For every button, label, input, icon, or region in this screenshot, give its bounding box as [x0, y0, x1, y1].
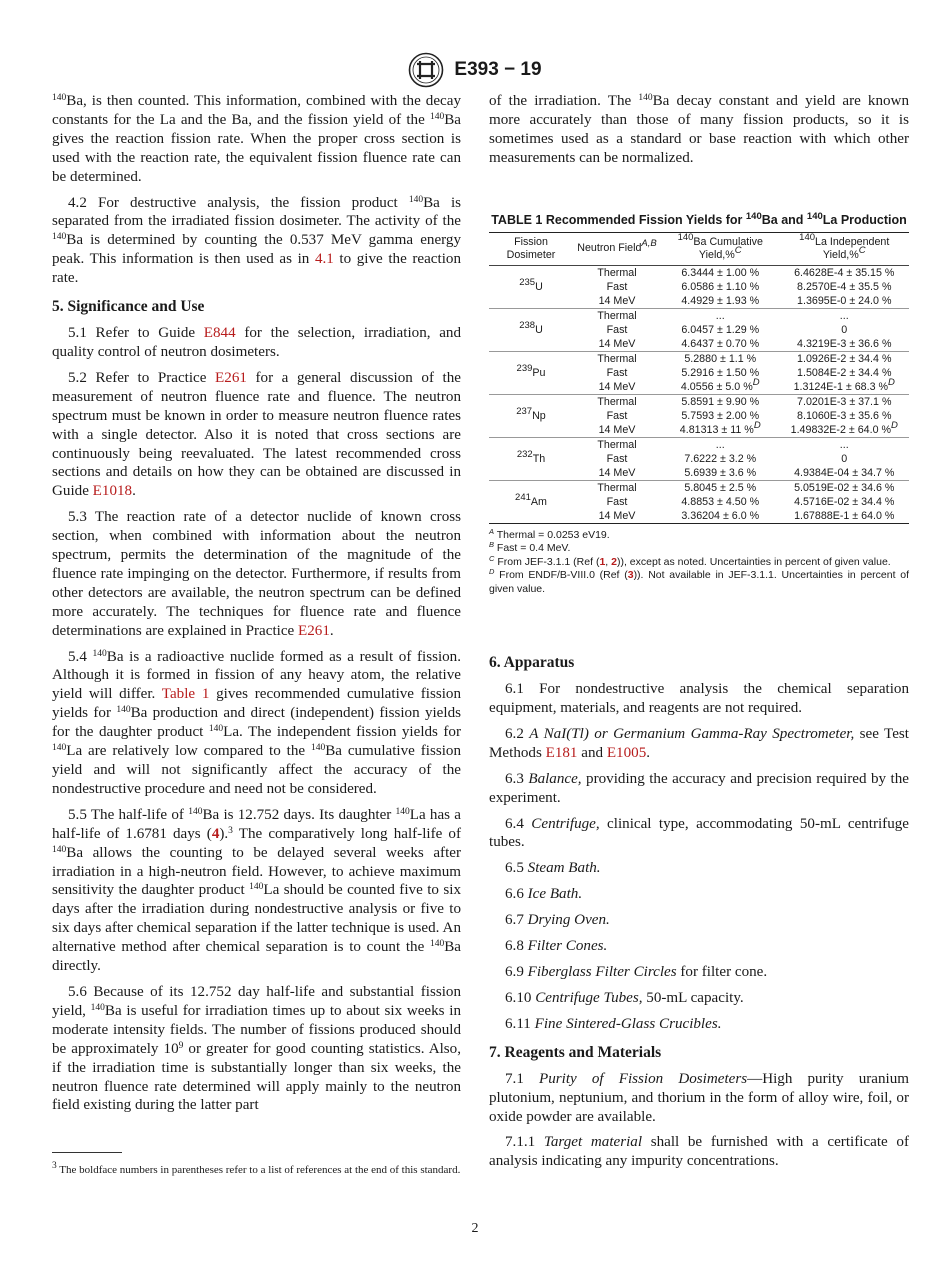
paragraph-5-4: 5.4 $^{140}$Ba is a radioactive nuclide formed as a result of fission. Although it is formed in fission of any heavy atom, the relative yield will differ. Table 1 gives recommended cumulative fission yields for $^{140}$Ba production and direct (independent) fission yields for the daughter product $^{140}$La. The independent fission yields for $^{140}$La are relatively low compared to the $^{140}$Ba cumulative fission yield and will not significantly affect the accuracy of the nondestructive procedure and need not be considered.: [52, 648, 462, 797]
ba-yield-cell: 4.8853 ± 4.50 %: [681, 495, 760, 508]
table-row: [489, 480, 909, 495]
paragraph-6-8: 6.8 Filter Cones.: [505, 938, 608, 955]
dosimeter-cell: $^{241}$Am: [515, 491, 547, 508]
table-footnotes: [489, 526, 909, 597]
table-row: [489, 351, 909, 366]
la-yield-cell: 0: [841, 452, 848, 465]
link-table-1[interactable]: Table 1: [161, 686, 210, 703]
neutron-field-cell: 14 MeV: [598, 466, 636, 479]
neutron-field-cell: Thermal: [597, 395, 637, 408]
neutron-field-cell: Thermal: [597, 266, 637, 279]
la-yield-cell: 1.0926E-2 ± 34.4 %: [797, 352, 892, 365]
paragraph-6-4: 6.4 Centrifuge, clinical type, accommodating 50-mL centrifuge tubes.: [489, 815, 910, 851]
paragraph-6-7: 6.7 Drying Oven.: [505, 912, 610, 929]
ba-yield-cell: 6.3444 ± 1.00 %: [681, 266, 760, 279]
ba-yield-cell: 5.6939 ± 3.6 %: [684, 466, 757, 479]
link-section-4-1[interactable]: 4.1: [314, 251, 334, 268]
paragraph-7-1: 7.1 Purity of Fission Dosimeters—High purity uranium plutonium, neptunium, and thorium in the form of alloy wire, foil, or oxide powder are available.: [489, 1070, 910, 1125]
table-row: [489, 437, 909, 452]
footnote-3: $^3$ The boldface numbers in parentheses refer to a list of references at the end of this standard.: [52, 1161, 461, 1176]
la-yield-cell: 1.67888E-1 ± 64.0 %: [794, 509, 895, 522]
table-row: [489, 265, 909, 280]
neutron-field-cell: 14 MeV: [598, 380, 636, 393]
ba-yield-cell: 5.7593 ± 2.00 %: [681, 409, 760, 422]
dosimeter-cell: $^{232}$Th: [516, 448, 546, 465]
dosimeter-cell: $^{238}$U: [519, 319, 543, 336]
link-e1018[interactable]: E1018: [92, 483, 133, 500]
ba-yield-cell: ...: [715, 438, 725, 451]
table-1-title: TABLE 1 Recommended Fission Yields for $^{140}$Ba and $^{140}$La Production: [491, 210, 907, 227]
paragraph-6-6: 6.6 Ice Bath.: [505, 886, 583, 903]
ba-yield-cell: 5.2880 ± 1.1 %: [684, 352, 757, 365]
neutron-field-cell: 14 MeV: [598, 423, 636, 436]
paragraph-4-1-continued: $^{140}$Ba, is then counted. This information, combined with the decay constants for the La and the Ba, and the fission yield of the $^{140}$Ba gives the reaction fission rate. When the proper cross section is used with the reaction rate, the equivalent fission fluence rate can be determined.: [52, 93, 461, 185]
link-e1005[interactable]: E1005: [606, 744, 647, 761]
neutron-field-cell: Fast: [606, 495, 628, 508]
ba-yield-cell: 3.36204 ± 6.0 %: [681, 509, 760, 522]
link-e261[interactable]: E261: [298, 622, 330, 639]
table-header-row: [489, 232, 909, 265]
reference-link-3[interactable]: 3: [627, 569, 634, 582]
ba-yield-cell: 6.0586 ± 1.10 %: [681, 280, 760, 293]
paragraph-5-1: 5.1 Refer to Guide E844 for the selection, irradiation, and quality control of neutron dosimeters.: [52, 325, 461, 360]
neutron-field-cell: Thermal: [597, 309, 637, 322]
table-row: [489, 308, 909, 323]
neutron-field-cell: Thermal: [597, 481, 637, 494]
ba-yield-cell: ...: [715, 309, 725, 322]
la-yield-cell: ...: [839, 309, 849, 322]
ba-yield-cell: 5.2916 ± 1.50 %: [681, 366, 760, 379]
ba-yield-cell: 4.4929 ± 1.93 %: [681, 294, 760, 307]
paragraph-4-2: 4.2 For destructive analysis, the fission product $^{140}$Ba is separated from the irradiated fission dosimeter. The activity of the $^{140}$Ba is determined by counting the 0.537 MeV gamma energy peak. This information is then used as in 4.1 to give the reaction rate.: [52, 194, 462, 287]
column-header-ba-yield: $^{140}$Ba Cumulative Yield,%$^C$: [677, 231, 763, 261]
link-e181[interactable]: E181: [545, 744, 578, 761]
la-yield-cell: 1.3695E-0 ± 24.0 %: [797, 294, 892, 307]
paragraph-5-2: 5.2 Refer to Practice E261 for a general discussion of the measurement of neutron fluence rate and fluence. The neutron spectrum must be known in order to measure neutron fluence rates with a single detector. Also it is noted that cross sections are continuously being reevaluated. The latest recommended cross sections and details on how they can be obtained are discussed in Guide E1018.: [52, 369, 462, 500]
dosimeter-cell: $^{237}$Np: [516, 405, 546, 422]
ba-yield-cell: 4.6437 ± 0.70 %: [681, 337, 760, 350]
la-yield-cell: 4.3219E-3 ± 36.6 %: [797, 337, 892, 350]
reference-link-2[interactable]: 2: [611, 555, 617, 568]
left-column: [52, 92, 461, 1122]
table-note-b: $^B$ Fast = 0.4 MeV.: [489, 540, 571, 555]
paragraph-6-1: 6.1 For nondestructive analysis the chemical separation equipment, materials, and reagents are not required.: [489, 681, 909, 717]
ba-yield-cell: 4.0556 ± 5.0 %$^D$: [680, 376, 760, 393]
neutron-field-cell: Fast: [606, 280, 628, 293]
dosimeter-cell: $^{239}$Pu: [516, 362, 546, 379]
neutron-field-cell: Fast: [606, 323, 628, 336]
paragraph-5-5: 5.5 The half-life of $^{140}$Ba is 12.752 days. Its daughter $^{140}$La has a half-life of 1.6781 days (4).$^3$ The comparatively long half-life of $^{140}$Ba allows the counting to be delayed several weeks after irradiation in a high-neutron field. However, to achieve maximum sensitivity the daughter product $^{140}$La should be counted five to six days after the irradiation during nondestructive analysis or five to six days after chemical separation if the latter technique is used. An alternative method after chemical separation is to count the $^{140}$Ba directly.: [52, 806, 461, 975]
table-body: [489, 265, 909, 523]
table-note-c: $^C$ From JEF-3.1.1 (Ref (1, 2)), except as noted. Uncertainties in percent of given value.: [489, 553, 891, 568]
paragraph-7-1-1: 7.1.1 Target material shall be furnished with a certificate of analysis indicating any impurity concentrations.: [489, 1134, 909, 1170]
paragraph-5-6-continued: of the irradiation. The $^{140}$Ba decay constant and yield are known more accurately than those of many fission products, so it is sometimes used as a standard or base reaction with which other measurements can be normalized.: [489, 93, 909, 166]
section-heading-7: 7. Reagents and Materials: [489, 1043, 662, 1061]
neutron-field-cell: 14 MeV: [598, 337, 636, 350]
paragraph-6-5: 6.5 Steam Bath.: [505, 860, 601, 877]
la-yield-cell: 5.0519E-02 ± 34.6 %: [794, 481, 895, 494]
la-yield-cell: ...: [839, 438, 849, 451]
la-yield-cell: 1.5084E-2 ± 34.4 %: [797, 366, 892, 379]
table-note-a: $^A$ Thermal = 0.0253 eV19.: [489, 526, 610, 541]
paragraph-6-2: 6.2 A NaI(Tl) or Germanium Gamma-Ray Spectrometer, see Test Methods E181 and E1005.: [489, 725, 909, 761]
fission-yields-table: [489, 232, 909, 524]
link-e261[interactable]: E261: [215, 369, 247, 386]
ba-yield-cell: 5.8591 ± 9.90 %: [681, 395, 760, 408]
ba-yield-cell: 6.0457 ± 1.29 %: [681, 323, 760, 336]
footnote-divider: [52, 1152, 122, 1153]
section-heading-6: 6. Apparatus: [489, 654, 575, 672]
neutron-field-cell: 14 MeV: [598, 294, 636, 307]
paragraph-6-11: 6.11 Fine Sintered-Glass Crucibles.: [505, 1015, 722, 1032]
la-yield-cell: 4.9384E-04 ± 34.7 %: [794, 466, 895, 479]
right-column: [489, 92, 909, 1178]
la-yield-cell: 1.3124E-1 ± 68.3 %$^D$: [793, 376, 895, 393]
paragraph-6-10: 6.10 Centrifuge Tubes, 50-mL capacity.: [505, 989, 744, 1006]
link-e844[interactable]: E844: [203, 325, 236, 342]
neutron-field-cell: 14 MeV: [598, 509, 636, 522]
neutron-field-cell: Fast: [606, 452, 628, 465]
ba-yield-cell: 4.81313 ± 11 %$^D$: [679, 419, 761, 436]
reference-link-1[interactable]: 1: [599, 555, 606, 568]
paragraph-6-9: 6.9 Fiberglass Filter Circles for filter cone.: [505, 964, 768, 980]
standard-designation: E393 − 19: [454, 59, 542, 80]
la-yield-cell: 4.5716E-02 ± 34.4 %: [794, 495, 895, 508]
la-yield-cell: 0: [841, 323, 848, 336]
dosimeter-cell: $^{235}$U: [519, 276, 543, 293]
paragraph-5-3: 5.3 The reaction rate of a detector nuclide of known cross section, when combined with information about the neutron spectrum, permits the determination of the magnitude of the fluence rate impinging on the detector. Furthermore, if results from other detectors are available, the neutron spectrum can be defined more accurately. The techniques for fluence rate and fluence determinations are explained in Practice E261.: [52, 509, 461, 639]
neutron-field-cell: Thermal: [597, 438, 637, 451]
la-yield-cell: 1.49832E-2 ± 64.0 %$^D$: [790, 419, 898, 436]
neutron-field-cell: Fast: [606, 366, 628, 379]
section-heading-5: 5. Significance and Use: [52, 298, 205, 316]
la-yield-cell: 6.4628E-4 ± 35.15 %: [794, 266, 895, 279]
paragraph-6-3: 6.3 Balance, providing the accuracy and precision required by the experiment.: [489, 770, 909, 806]
page-number: 2: [471, 1221, 479, 1236]
astm-logo-icon: [408, 52, 444, 88]
reference-link-4[interactable]: 4: [211, 825, 220, 842]
table-note-d: $^D$ From ENDF/B-VIII.0 (Ref (3)). Not available in JEF-3.1.1. Uncertainties in percent of given value.: [489, 567, 909, 595]
paragraph-5-6: 5.6 Because of its 12.752 day half-life and substantial fission yield, $^{140}$Ba is useful for irradiation times up to about six weeks in moderate intensity fields. The number of fissions produced should be approximately $10^9$ or greater for good counting statistics. Also, if the irradiation time is substantially longer than six weeks, the neutron fluence rate determined will apply mainly to the neutron field existing during the latter part: [52, 983, 461, 1114]
neutron-field-cell: Thermal: [597, 352, 637, 365]
table-row: [489, 394, 909, 409]
column-header-neutron-field: Neutron Field$^{A,B}$: [577, 238, 657, 255]
column-header-dosimeter: Fission Dosimeter: [506, 235, 556, 261]
column-header-la-yield: $^{140}$La Independent Yield,%$^C$: [799, 231, 890, 261]
la-yield-cell: 8.2570E-4 ± 35.5 %: [797, 280, 892, 293]
la-yield-cell: 7.0201E-3 ± 37.1 %: [797, 395, 892, 408]
ba-yield-cell: 7.6222 ± 3.2 %: [684, 452, 757, 465]
neutron-field-cell: Fast: [606, 409, 628, 422]
ba-yield-cell: 5.8045 ± 2.5 %: [684, 481, 757, 494]
page-header: [0, 52, 950, 88]
la-yield-cell: 8.1060E-3 ± 35.6 %: [797, 409, 892, 422]
